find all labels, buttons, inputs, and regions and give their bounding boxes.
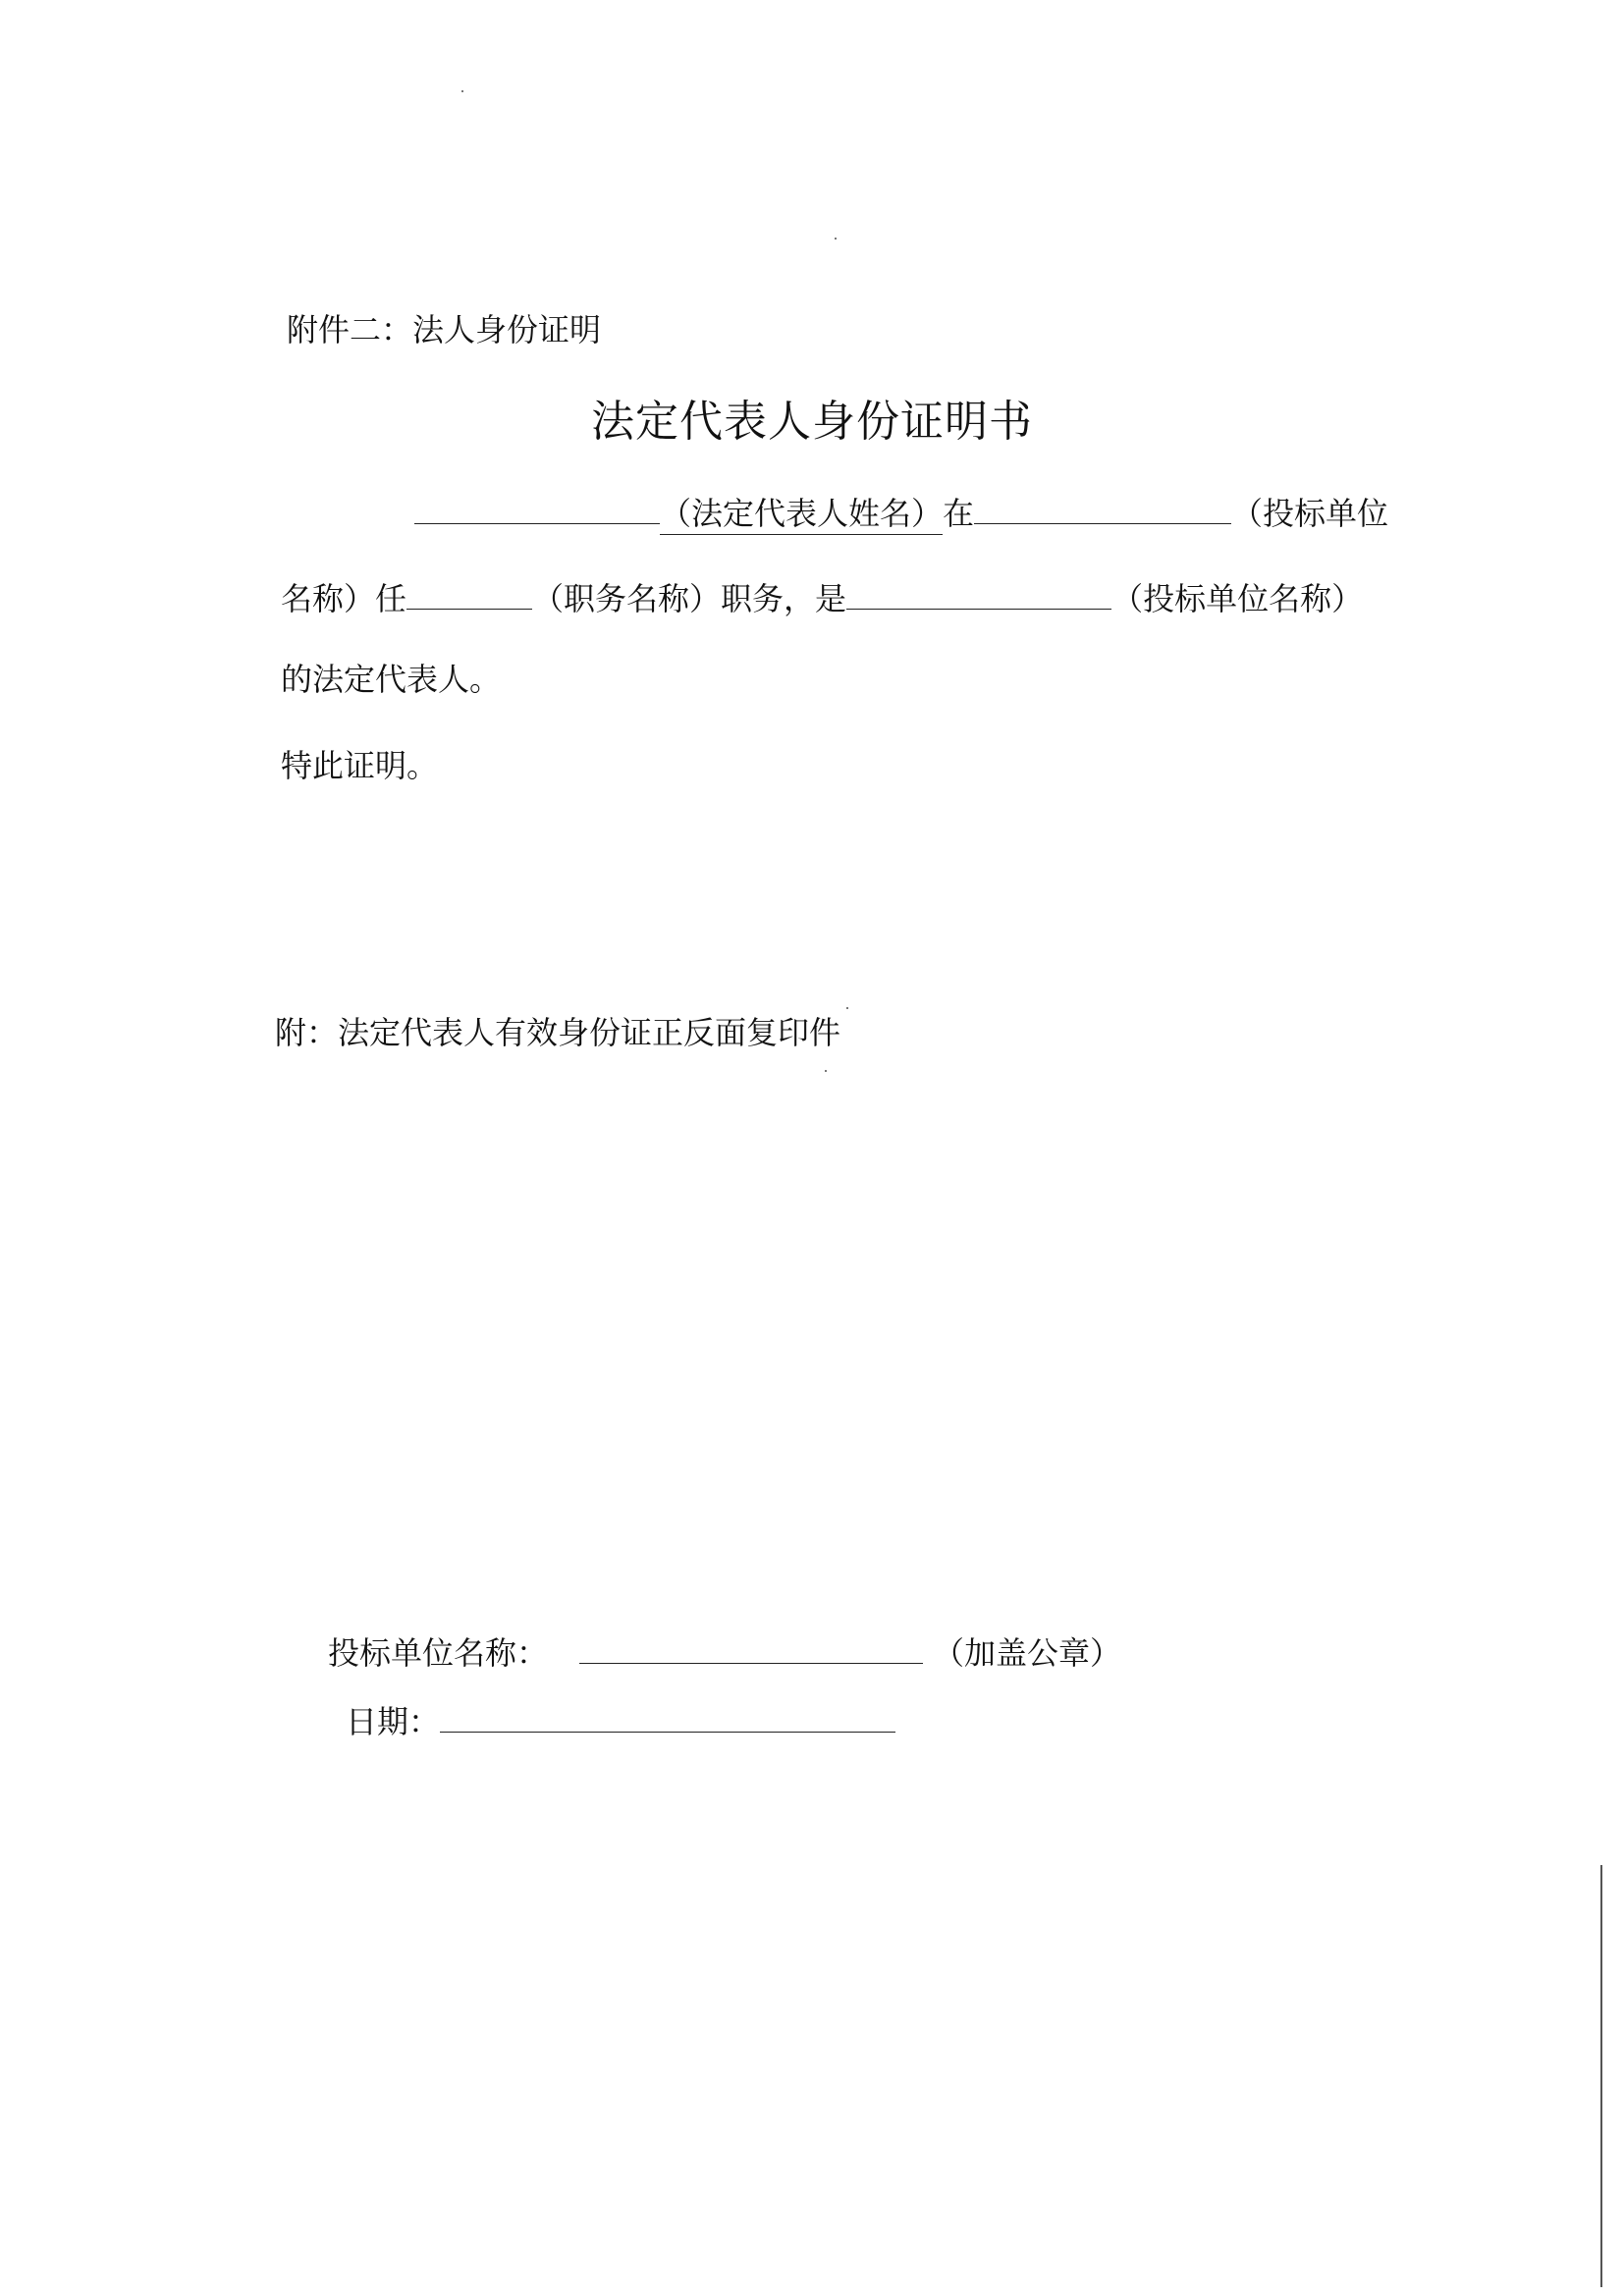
bidder-unit-blank-1 <box>974 494 1231 524</box>
scan-speck <box>846 1007 848 1009</box>
at-text: 在 <box>943 495 975 532</box>
legal-rep-name-blank <box>414 494 660 524</box>
bidder-unit-hint-end: 名称） <box>281 580 376 617</box>
body-line-2 <box>281 579 1364 617</box>
scan-speck <box>825 1070 827 1072</box>
body-line-3: 的法定代表人。 <box>281 661 502 698</box>
bidder-unit-blank-2 <box>846 579 1111 610</box>
scan-edge-line <box>1600 1865 1602 2287</box>
signature-unit-row <box>328 1633 1122 1672</box>
post-hint: （职务名称） <box>532 580 722 617</box>
attachment-label: 附件二：法人身份证明 <box>287 311 602 348</box>
date-label: 日期： <box>346 1703 441 1740</box>
unit-signature-blank <box>579 1633 923 1664</box>
bidder-unit-hint-start: （投标单位 <box>1231 495 1389 532</box>
scan-speck <box>461 90 463 92</box>
seal-note: （加盖公章） <box>933 1634 1122 1672</box>
hold-text: 任 <box>375 580 407 617</box>
body-line-1 <box>414 494 1389 532</box>
scan-speck <box>835 238 837 240</box>
signature-date-row <box>346 1702 895 1740</box>
certify-text: 特此证明。 <box>281 747 439 784</box>
unit-label: 投标单位名称： <box>328 1634 549 1672</box>
attachment-note: 附：法定代表人有效身份证正反面复印件 <box>275 1014 841 1051</box>
post-is-text: 职务，是 <box>721 580 847 617</box>
bidder-unit-hint: （投标单位名称） <box>1111 580 1364 617</box>
post-blank <box>406 579 532 610</box>
document-title: 法定代表人身份证明书 <box>591 397 1033 447</box>
legal-rep-name-hint: （法定代表人姓名） <box>660 495 943 535</box>
date-blank <box>440 1702 895 1733</box>
